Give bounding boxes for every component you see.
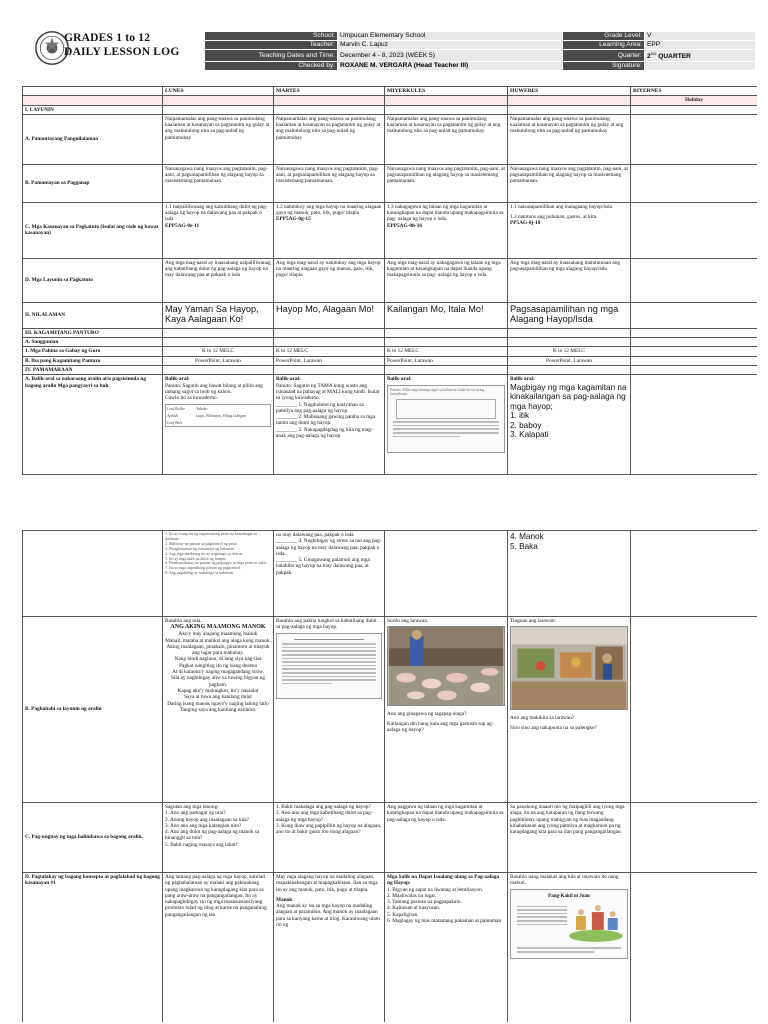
corner-cell bbox=[23, 87, 163, 96]
dates-label: Teaching Dates and Time: bbox=[205, 50, 338, 62]
pag-tue: Naisasagawa nang maayos ang pagtatanim, pag-aani, at pagsasapamilihan ng alagang hayop sa masistemang pamamaraan. bbox=[274, 164, 385, 202]
area-value: EPP bbox=[645, 41, 756, 50]
pu-thu: Sa panahong maaari mo ng maipagbili ang iyong mga alaga, ito na ang katuparan ng ilang buwang paghihintay upang mabigyan ng mas magandang kinabukasan ang iyong pamilya at magkaroon pa ng karagdagang kita para sa ilan pang pangangailangan. bbox=[508, 803, 631, 873]
pu-wed: Ang paggawa ng talaan ng mga kagamitan at kasangkapan na dapat ihanda upang makapagsimula sa pag-aalaga ng hayop o isda. bbox=[385, 803, 508, 873]
pam-tue: Naipamamalas ang pang-unawa sa panimulang kaalaman at kasanayan sa pagtatanim ng gulay at ang maitutulong nito sa pag-unlad ng pamumuhay bbox=[274, 114, 385, 164]
quarter-label: Quarter: bbox=[563, 50, 645, 62]
nil-tue: Hayop Mo, Alagaan Mo! bbox=[274, 302, 385, 328]
ba-thu: Balik-aral: Magbigay ng mga kagamitan na kinakailangan sa pag-aalaga ng mga hayop; 1. itik 2. baboy 3. Kalapati bbox=[508, 375, 631, 475]
pt-thu: Basahin nang malakas ang tula at unawain ito nang mabuti. Pang-Kakil ni Juan bbox=[508, 873, 631, 1023]
lesson-table-2 bbox=[22, 530, 757, 1022]
pt-wed: Mga Salik na Dapat Isaalang-alang sa Pag-aalaga ng Hayop: 1. Bigyan ng sapat na liwanag at bentilasyon. 2. Maaliwalas na lugar. 3. Tamang pasisan na pagpapakain. 4. Kalinisan at kaayusan. 5. Kapaligiran. 6. Maglagay ng mas matamang pakainan at painuman bbox=[385, 873, 508, 1023]
day-mon: LUNES bbox=[163, 87, 274, 96]
ppt-tue: PowerPoint, Larawan bbox=[274, 356, 385, 365]
kas-wed: 1.3 nakagagawa ng talaan ng mga kagamitan at kasangkapan na dapat ihanda upang makapagsimula sa pag- aalaga ng hayop o isda. EPP5AG-0h-16 bbox=[385, 202, 508, 258]
ba-mon: Balik-aral: Panuto: Sagutin ang bawat bilang at piliin ang tamang sagot sa loob ng kahon. Gawin ito sa kuwaderno. Leaf Roller Tulisko Aphids Lupa, Bilmajan, Hilag Lubigan Leaf Beet bbox=[163, 375, 274, 475]
melc-wed: K to 12 MELC bbox=[385, 347, 508, 356]
holiday-label: Holiday bbox=[631, 96, 758, 105]
signature-label: Signature: bbox=[563, 62, 645, 71]
kas-thu: 1.1 naisasapamilihan ang inalagaang hayop/isda 1.2 natutuos ang puhunan, gastos, at kita PP5AG-0j-18 bbox=[508, 202, 631, 258]
pu-tue: 1. Bakit mahalaga ang pag-aalaga ng hayop? 2. Ano-ano ang mga kabutihang dulot sa pag-aalaga ng mga hayop? 3. Kung ikaw ang papipiliin ng hayop na alagaan, ano ito at bakit gusto mo itong alagaan? bbox=[274, 803, 385, 873]
choices-box: Leaf Roller Tulisko Aphids Lupa, Bilmajan, Hilag Lubigan Leaf Beet bbox=[165, 404, 271, 427]
lesson-table-1 bbox=[22, 86, 757, 475]
day-wed: MIYERKULES bbox=[385, 87, 508, 96]
ph-mon: Basahin ang tula. ANG AKING MAAMONG MANOK Ako'y may alagang maamong manok Mabait, mataba at maliksi ang alaga kong manok. Aking inaalagaan, pinakain, pinainom at tinayuk ang lagar para mabuhay. Nang hindi naglaon, di lang siya nag-iisa Pagkat nangitlog ito ng isang dosena At di kalauna'y naging magagandang sisiw. Sila ay nagbibigay aliw sa tuwing bigyan ng pagkain. Kapag ako'y malungkot, ito'y nasaalot Saya at tuwa ang kanilang dulot Dating isang manok ngayo'y naging labing tatlo Tanging saya ang kanilang naidulot. bbox=[163, 617, 274, 803]
page-1 bbox=[22, 26, 757, 478]
teacher-label: Teacher: bbox=[205, 41, 338, 50]
pam-wed: Naipamamalas ang pang-unawa sa panimulang kaalaman at kasanayan sa pagtatanim ng gulay at ang maitutulong nito sa pag-unlad ng pamumuhay bbox=[385, 114, 508, 164]
pt-mon: Ang tamang pag-aalaga ng mga hayop, katulad ng paghahalaman ay malaki ang pakinabang upang magkaroon ng karagdagang kita para sa pang araw-araw na pangangailangan. Ito ay nakapagbibigay rin ng mga masusustansiyang produkto tulad ng itlog at karne na panganahing pangangailangan ng tao. bbox=[163, 873, 274, 1023]
header bbox=[22, 26, 757, 88]
pag-mon: Naisasagawa nang maayos ang pagtatanim, pag-aani, at pagsasapamilihan ng alagang hayop sa masistemang pamamaraan. bbox=[163, 164, 274, 202]
ba-wed: Balik-aral: Panuto: Piliin ang tamang sagot sa kahon at isulat ito sa iyong kuwaderno. bbox=[385, 375, 508, 475]
pig-farm-photo bbox=[387, 626, 505, 706]
page-2 bbox=[22, 530, 757, 1022]
checked-label: Checked by: bbox=[205, 62, 338, 71]
signature-value bbox=[645, 62, 756, 71]
p2-mon-notes: 1. Ito ay isang uri ng organismong peste na kumakagat sa halaman. 2. Mahusay na paraan sa pagkontrol ng peste. 3. Pinagkukunan ng sustansiya ng halaman. 4. Ang mga insektong ito ay nagtatago sa dahon. 5. Ito ay mga sakit na dulot ng fungus. 6. Pinakamahusay na paraan ng pagsugpo sa mga peste at sakit. 7. Isa sa mga organikong paraan ng pagkontrol. 8. Ang pagdidilig ay mahalaga sa halaman. bbox=[163, 531, 274, 617]
row-nilalaman: II. NILALAMAN bbox=[23, 302, 163, 328]
grade-label: Grade Level: bbox=[563, 32, 645, 41]
pt-tue: May mga alagang hayop na madaling alagaan, mapakinabangan at mapagkakitaan. Ilan sa mga ito ay ang manok, pato, itik, pugo at tilapia. Manok Ang manok ay isa sa mga hayop na madaling alagaan at paramihin. Ang manok ay inaalagaan para sa kanyang karne at itlog. Karaniwang ulam ito ng bbox=[274, 873, 385, 1023]
title-dll: DAILY LESSON LOG bbox=[64, 46, 180, 58]
row-dlayunin: D. Mga Layunin sa Pagkatuto bbox=[23, 258, 163, 302]
pu-mon: Sagutan ang mga tanong: 1. Ano ang pamagat ng tula? 2. Anong hayop ang inaalagaan sa tula? 3. Ano ano ang mga katangian nito? 4. Ano ang dulot ng pag-aalaga ng manok sa binanggit sa tula? 5. Bakit naging masaya ang lahat? bbox=[163, 803, 274, 873]
teacher-value: Marvin C. Lapuz bbox=[338, 41, 563, 50]
row-pagtalakay: D. Pagtalakay ng bagong konsepto at paglalahad ng bagong kasanayan #1 bbox=[23, 873, 163, 1023]
title-grades: GRADES 1 to 12 bbox=[64, 32, 151, 44]
row-paghahabi: B. Paghahabi sa layunin ng aralin bbox=[23, 617, 163, 803]
quarter-value: 2ND QUARTER bbox=[645, 50, 756, 62]
ph-thu: Tingnan ang larawan: Ano ang makikita sa larawan? Sino sino ang nakapunta na sa palengke? bbox=[508, 617, 631, 803]
pag-thu: Naisasagawa nang maayos ang pagtatanim, pag-aani, at pagsasapamilihan ng alagang hayop sa masistemang pamamaraan. bbox=[508, 164, 631, 202]
dates-value: December 4 - 8, 2023 (WEEK 5) bbox=[338, 50, 563, 62]
day-tue: MARTES bbox=[274, 87, 385, 96]
pag-wed: Naisasagawa nang maayos ang pagtatanim, pag-aani, at pagsasapamilihan ng alagang hayop sa masistemang pamamaraan. bbox=[385, 164, 508, 202]
info-table bbox=[204, 31, 756, 71]
row-layunin: I. LAYUNIN bbox=[23, 105, 163, 114]
row-pag-uugnay: C. Pag-uugnay ng mga halimbawa sa bagong aralin. bbox=[23, 803, 163, 873]
ppt-wed: PowerPoint, Larawan bbox=[385, 356, 508, 365]
school-value: Umpucan Elementary School bbox=[338, 32, 563, 41]
pam-thu: Naipamamalas ang pang-unawa sa panimulang kaalaman at kasanayan sa pagtatanim ng gulay at ang maitutulong nito sa pag-unlad ng pamumuhay bbox=[508, 114, 631, 164]
row-pagganap: B. Pamantayan sa Pagganap bbox=[23, 164, 163, 202]
row-pamamaraan: IV. PAMAMARAAN bbox=[23, 366, 163, 375]
row-kasanayan: C. Mga Kasanayan sa Pagkatuto (Isulat ang code ng bawat kasanayan) bbox=[23, 202, 163, 258]
ppt-mon: PowerPoint, Larawan bbox=[163, 356, 274, 365]
ph-tue: Basahin ang pakita tungkol sa kabutihang dulot sa pag-aalaga ng mga hayop. bbox=[274, 617, 385, 803]
melc-tue: K to 12 MELC bbox=[274, 347, 385, 356]
row-pamantayang: A. Pamantayang Pangnilalaman bbox=[23, 114, 163, 164]
row-sanggunian: A. Sanggunian bbox=[23, 338, 163, 347]
day-fri: BIYERNES bbox=[631, 87, 758, 96]
melc-mon: K to 12 MELC bbox=[163, 347, 274, 356]
poster-illustration bbox=[568, 902, 624, 942]
area-label: Learning Area: bbox=[563, 41, 645, 50]
day-thu: HUWEBES bbox=[508, 87, 631, 96]
nil-wed: Kailangan Mo, Itala Mo! bbox=[385, 302, 508, 328]
row-balik-aral: A. Balik-aral sa nakaraang aralin at/o pagsisimula ng bagong aralin Mga pangyayri sa buh bbox=[23, 375, 163, 475]
dl-thu: Ang mga mag-aaral ay inaasahang matututunan ang pagsasapamilihan ng mga alagang hayop/isda bbox=[508, 258, 631, 302]
row-kagamitang: III. KAGAMITANG PANTURO bbox=[23, 328, 163, 337]
grade-value: V bbox=[645, 32, 756, 41]
dl-mon: Ang mga mag-aaral ay inaasahang naipaliliwanag ang kabutihang dulot ng pag-aalaga ng hayop na may dalawang paa at pakpak o isda bbox=[163, 258, 274, 302]
ba-wed-worksheet: Panuto: Piliin ang tamang sagot sa kahon at isulat ito sa iyong kuwaderno. bbox=[387, 385, 505, 453]
row-iba: B. Iba pang Kagamitang Panturo bbox=[23, 356, 163, 365]
ba-tue: Balik-aral: Panuto: Sagutin ng TAMA kung wasto ang isinasaad na pahayag at MALI kung hindi. Isulat sa iyong kuwaderno. ________ 1. Nagdudulot ng kasiyahan sa pamilya ang pag-aalaga ng hayop. ________ 2. Mabisaang gawing pataba sa mga tanim ang dumi ng hayop. ________ 3. Nakapagdagdag ng kita ng mag-anak ang pag-aalaga ng hayop bbox=[274, 375, 385, 475]
row-pahina: 1. Mga Pahina sa Gabay ng Guro bbox=[23, 347, 163, 356]
market-photo bbox=[510, 626, 628, 710]
school-label: School: bbox=[205, 32, 338, 41]
ppt-thu: PowerPoint, Larawan bbox=[508, 356, 631, 365]
ph-wed: Suriin ang larawan. Ano ang ginagawa ng tagapag-alaga? Kailangan din bang itala ang mga gastusin sap ag-aalaga ng hayop? bbox=[385, 617, 508, 803]
pam-mon: Naipamamalas ang pang-unawa sa panimulang kaalaman at kasanayan sa pagtatanim ng gulay at ang maitutulong nito sa pag-unlad ng pamumuhay bbox=[163, 114, 274, 164]
nil-mon: May Yaman Sa Hayop, Kaya Aalagaan Ko! bbox=[163, 302, 274, 328]
melc-thu: K to 12 MELC bbox=[508, 347, 631, 356]
poem-poster: Pang-Kakil ni Juan bbox=[510, 889, 628, 959]
kas-tue: 1.2 natutukoy ang mga hayop na maaring alagaan gaya ng manok, pato, itik, pugo/ tilapia EPP5AG-0g-15 bbox=[274, 202, 385, 258]
p2-tue: na may dalawang paa, pakpak o isda. ________ 4. Nagbibigay ng stress sa tao ang pag-aalaga ng hayop na may dalawang paa, pakpak o isda. ________ 5. Ginagawang palamuti ang mga balahibo ng hayop na may dalawang paa, at pakpak. bbox=[274, 531, 385, 617]
checked-value: ROXANE M. VERGARA (Head Teacher III) bbox=[338, 62, 563, 71]
dl-tue: Ang mga mag-aaral ay natutukoy ang mga hayop na maaring alagaan gaya ng manok, pato, itik, pugo/ tilapia bbox=[274, 258, 385, 302]
reading-passage-image bbox=[276, 633, 382, 699]
p2-thu: 4. Manok 5. Baka bbox=[508, 531, 631, 617]
kas-mon: 1.1 naipaliliwanag ang kabutihang dulot ng pag-aalaga ng hayop na dalawang paa at pakpak o isda EPP5AG-0e-11 bbox=[163, 202, 274, 258]
dl-wed: Ang mga mag-aaral ay nakagagawa ng talaan ng mga kagamitan at kasangkapan na dapat ihanda upang makapagsimula sa pag- aalaga ng hayop o isda. bbox=[385, 258, 508, 302]
nil-thu: Pagsasapamilihan ng mga Alagang Hayop/Isda bbox=[508, 302, 631, 328]
